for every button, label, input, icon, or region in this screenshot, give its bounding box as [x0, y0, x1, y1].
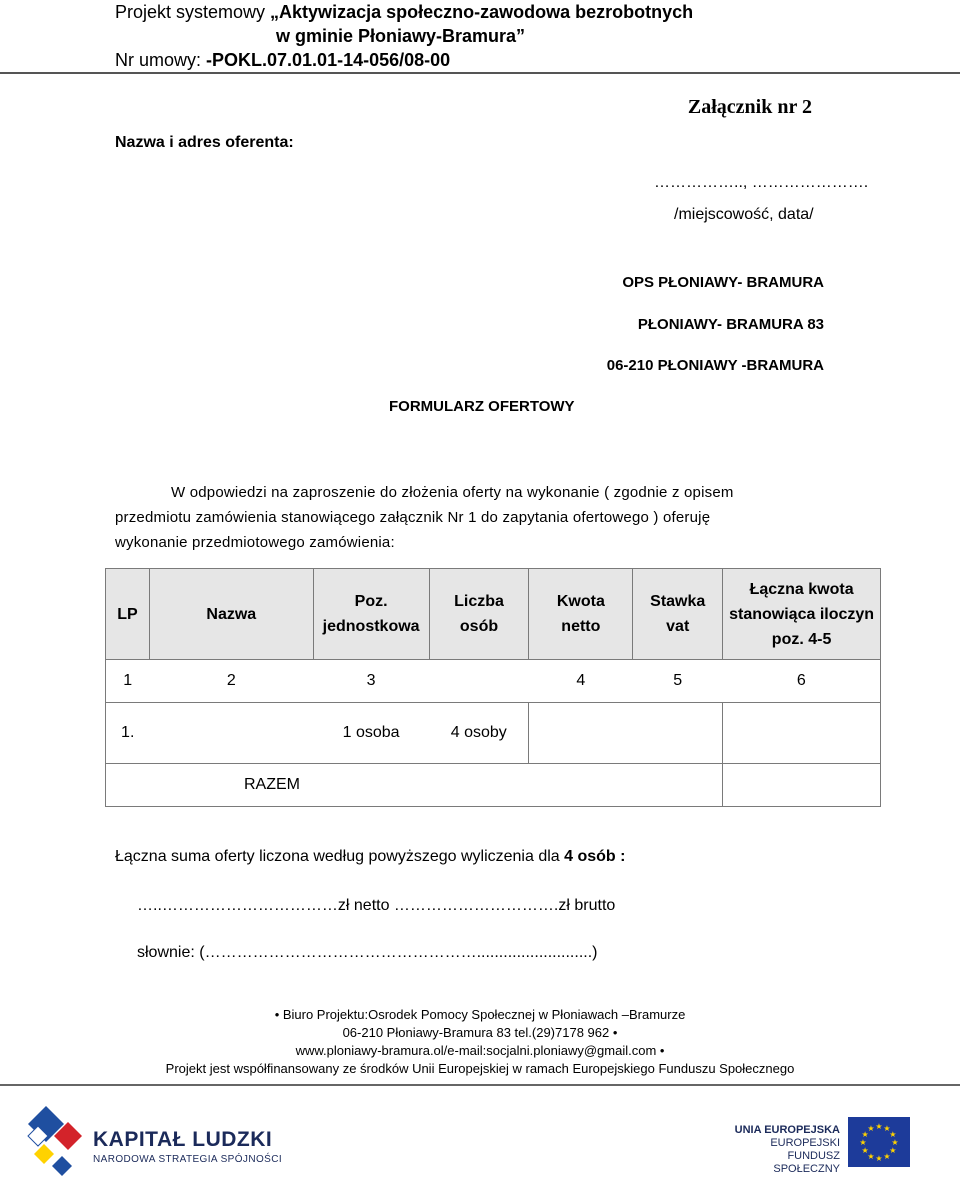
total-persons: 4 osób: [564, 848, 616, 865]
attachment-label: Załącznik nr 2: [687, 96, 812, 118]
eu-text: [728, 1124, 840, 1176]
row-nazwa: [149, 703, 313, 764]
eu-star-icon: ★: [861, 1130, 869, 1139]
footer-line1: • Biuro Projektu:Osrodek Pomocy Społecznej w Płoniawach –Bramurze: [274, 1007, 686, 1022]
form-title: FORMULARZ OFERTOWY: [389, 398, 575, 415]
recipient-line3: 06-210 PŁONIAWY -BRAMURA: [606, 357, 824, 374]
col-poz: Poz. jednostkowa: [313, 569, 429, 660]
sum-value: [723, 764, 881, 807]
project-name-cont: w gminie Płoniawy-Bramura”: [276, 26, 526, 46]
footer-line4: Projekt jest współfinansowany ze środków Unii Europejskiej w ramach Europejskiego Funduszu Społecznego: [165, 1061, 795, 1076]
col-laczna: Łączna kwota stanowiąca iloczyn poz. 4-5: [723, 569, 881, 660]
eu-line1: UNIA EUROPEJSKA: [734, 1124, 840, 1136]
logo-shape-yellow: [34, 1144, 54, 1164]
bidder-label: Nazwa i adres oferenta:: [115, 134, 294, 151]
row-lp: 1.: [106, 703, 150, 764]
eu-star-icon: ★: [875, 1122, 883, 1131]
intro-paragraph: [115, 480, 825, 555]
footer-divider: [0, 1084, 960, 1086]
sum-empty: [429, 764, 723, 807]
row-kwota: [529, 703, 633, 764]
contract-number: [115, 48, 450, 72]
contract-value: -POKL.07.01.01-14-056/08-00: [206, 50, 451, 70]
eu-star-icon: ★: [891, 1138, 899, 1147]
date-caption: /miejscowość, data/: [674, 206, 814, 223]
eu-line2: EUROPEJSKI: [770, 1137, 840, 1149]
table-row: [106, 703, 881, 764]
date-placeholder: …………….., ………………….: [654, 174, 869, 191]
eu-star-icon: ★: [867, 1124, 875, 1134]
project-prefix: Projekt systemowy: [115, 2, 271, 22]
kapital-ludzki-text: [93, 1128, 282, 1165]
eu-flag-icon: [848, 1117, 910, 1167]
row-liczba: 4 osoby: [429, 703, 529, 764]
row-laczna: [723, 703, 881, 764]
eu-star-icon: ★: [861, 1146, 869, 1155]
col-stawka: Stawka vat: [633, 569, 723, 660]
offer-table: [105, 568, 881, 807]
kl-subtitle: NARODOWA STRATEGIA SPÓJNOŚCI: [93, 1154, 283, 1165]
intro-line2: przedmiotu zamówienia stanowiącego załącznik Nr 1 do zapytania ofertowego ) oferuję: [115, 509, 711, 526]
eu-star-icon: ★: [867, 1151, 875, 1161]
eu-star-icon: ★: [889, 1146, 897, 1155]
row-stawka: [633, 703, 723, 764]
num-cell: 4: [529, 660, 633, 703]
contract-label: Nr umowy:: [115, 50, 207, 70]
table-number-row: [106, 660, 881, 703]
footer-line2: 06-210 Płoniawy-Bramura 83 tel.(29)7178 962 •: [342, 1025, 618, 1040]
eu-line3: FUNDUSZ SPOŁECZNY: [773, 1150, 840, 1175]
header-divider: [0, 72, 960, 74]
total-line: [115, 848, 625, 866]
project-title-line2: [276, 24, 525, 48]
project-name: „Aktywizacja społeczno-zawodowa bezrobotnych: [270, 2, 694, 22]
eu-star-icon: ★: [883, 1124, 891, 1134]
recipient-line1: OPS PŁONIAWY- BRAMURA: [622, 274, 824, 291]
table-sum-row: [106, 764, 881, 807]
row-poz: 1 osoba: [313, 703, 429, 764]
intro-line3: wykonanie przedmiotowego zamówienia:: [115, 534, 395, 551]
num-cell: 2: [149, 660, 313, 703]
col-lp: LP: [106, 569, 150, 660]
total-prefix: Łączna suma oferty liczona według powyższego wyliczenia dla: [115, 848, 565, 865]
amount-line: …..……………………………zł netto ………………………….zł brutto: [137, 897, 616, 914]
num-cell: 1: [106, 660, 150, 703]
num-cell: 5: [633, 660, 723, 703]
eu-star-icon: ★: [859, 1138, 867, 1147]
col-liczba: Liczba osób: [429, 569, 529, 660]
recipient-line2: PŁONIAWY- BRAMURA 83: [637, 316, 824, 333]
intro-line1: W odpowiedzi na zaproszenie do złożenia oferty na wykonanie ( zgodnie z opisem: [171, 484, 734, 501]
eu-star-icon: ★: [875, 1154, 883, 1163]
amount-in-words: słownie: (……………………………………………..........................): [137, 944, 598, 961]
kl-title: KAPITAŁ LUDZKI: [93, 1128, 273, 1151]
eu-star-icon: ★: [883, 1151, 891, 1161]
eu-star-icon: ★: [889, 1130, 897, 1139]
project-title-line1: [115, 0, 693, 24]
logo-shape-blue2: [52, 1156, 72, 1176]
col-nazwa: Nazwa: [149, 569, 313, 660]
num-cell: [429, 660, 529, 703]
sum-label: RAZEM: [106, 764, 430, 807]
kapital-ludzki-logo-icon: [24, 1104, 88, 1184]
total-colon: :: [615, 848, 626, 865]
footer-line3: www.ploniawy-bramura.ol/e-mail:socjalni.ploniawy@gmail.com •: [295, 1043, 665, 1058]
num-cell: 3: [313, 660, 429, 703]
table-header-row: [106, 569, 881, 660]
col-kwota: Kwota netto: [529, 569, 633, 660]
num-cell: 6: [723, 660, 881, 703]
